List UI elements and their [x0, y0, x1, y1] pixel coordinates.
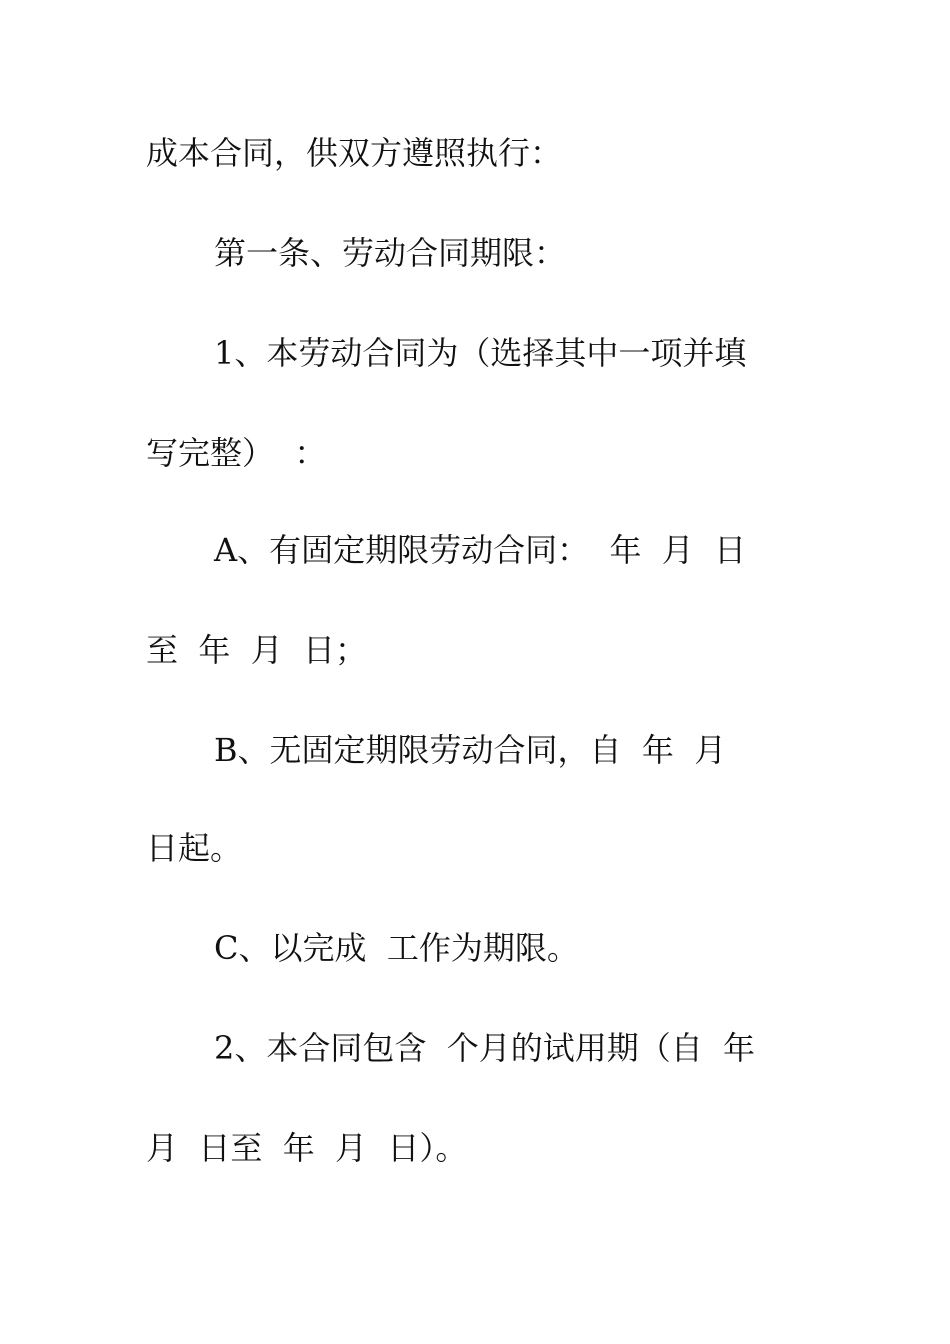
- clause-1-line-2: 写完整） ：: [146, 434, 327, 472]
- clause-2-line-1: 2、本合同包含 个月的试用期（自 年: [214, 1029, 756, 1067]
- clause-2-line-2: 月 日至 年 月 日）。: [146, 1129, 468, 1167]
- contract-intro-line: 成本合同，供双方遵照执行：: [146, 134, 563, 172]
- clause-1-line-1: 1、本劳动合同为（选择其中一项并填: [214, 334, 747, 372]
- option-b-line-1: B、无固定期限劳动合同，自 年 月: [214, 731, 727, 769]
- option-c-line: C、以完成 工作为期限。: [214, 929, 579, 967]
- option-a-line-2: 至 年 月 日；: [146, 631, 368, 669]
- option-a-line-1: A、有固定期限劳动合同： 年 月 日: [214, 531, 747, 569]
- option-b-line-2: 日起。: [146, 829, 243, 867]
- article-1-heading: 第一条、劳动合同期限：: [214, 234, 567, 272]
